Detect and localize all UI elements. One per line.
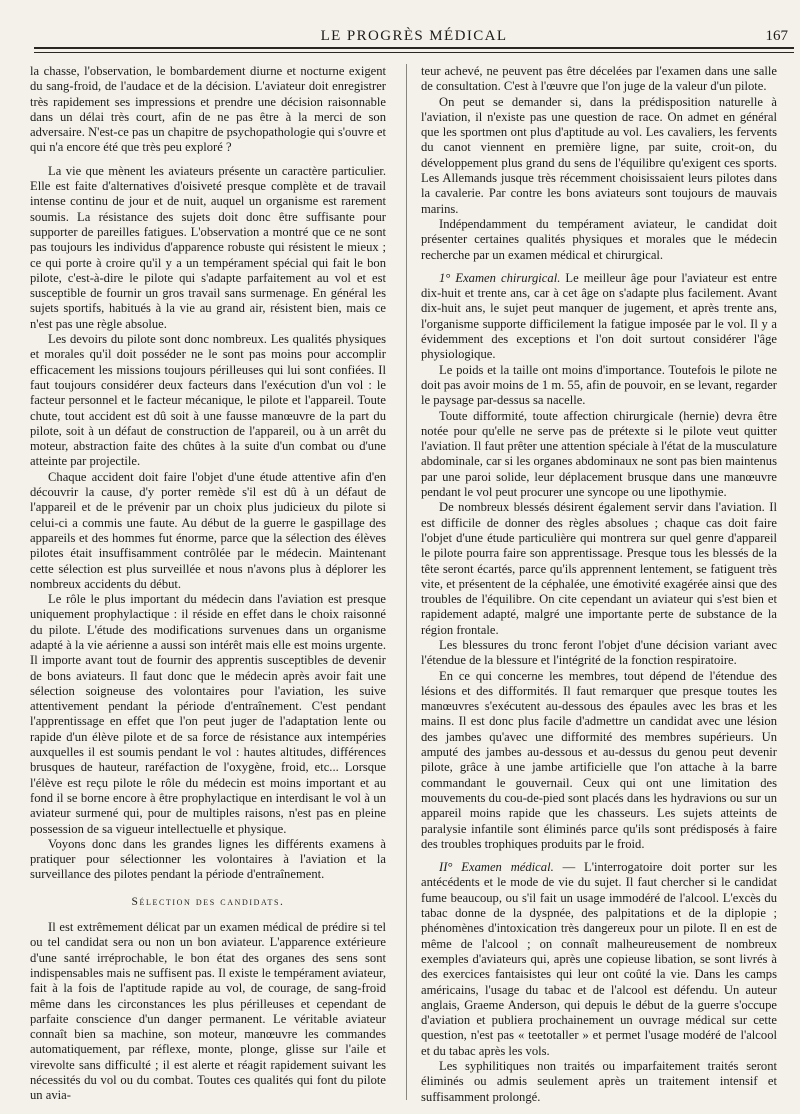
paragraph: Indépendamment du tempérament aviateur, le candidat doit présenter certaines qualités physiques et morales que le médecin recherche par un examen médical et chirurgical. [421, 216, 777, 262]
subsection-lead: 1° Examen chirurgical. [439, 270, 561, 285]
page-number: 167 [765, 28, 788, 44]
column-divider [406, 64, 407, 1100]
paragraph-text: Le meilleur âge pour l'aviateur est entre dix-huit et trente ans, car à cet âge on s'adapte plus facilement. Avant dix-huit ans, le sujet peut manquer de jugement, et après trente ans, l'organisme supporte difficilement la fatigue imposée par le vol. Il y a évidemment des exceptions et l'on doit surtout considérer l'âge physiologique. [421, 270, 777, 362]
paragraph: Les devoirs du pilote sont donc nombreux. Les qualités physiques et morales qu'il doit posséder ne le sont pas moins pour accomplir efficacement les missions toujours périlleuses qui lui sont confiées. Il faut toujours considérer deux facteurs dans l'exécution d'un vol : le facteur personnel et le facteur mécanique, le pilote et l'appareil. Toute chute, tout accident est dû soit à une fausse manœuvre de la part du pilote, soit à un défaut de construction de l'appareil, ou à un arrêt du moteur, abstraction faite des chûtes à la suite d'un combat ou d'une atteinte par projectile. [30, 332, 386, 469]
paragraph: La vie que mènent les aviateurs présente un caractère particulier. Elle est faite d'alternatives d'oisiveté presque complète et de travail intense continu de jour et de nuit, auquel un organisme est rarement soumis. La résistance des sujets doit donc être suffisante pour supporter de pareilles fatigues. L'observation a montré que ce ne sont pas toujours les individus d'apparence robuste qui résistent le mieux ; ce qui porte à croire qu'il y a un tempérament spécial qui fait le bon pilote, c'est-à-dire le pilote qui s'adapte parfaitement au vol et est susceptible de fournir un gros travail sans surmenage. En général les sujets sportifs, habitués à la vie au grand air, résistent bien, mais ce n'est pas une règle absolue. [30, 163, 386, 331]
paragraph: Toute difformité, toute affection chirurgicale (hernie) devra être notée pour qu'elle ne serve pas de prétexte si le pilote veut quitter l'aviation. Il faut prêter une attention spéciale à l'état de la musculature abdominale, car si les organes abdominaux ne sont pas bien maintenus par une paroi solide, leur déplacement brusque dans une manœuvre pendant le vol peut procurer une syncope ou une lipothymie. [421, 408, 777, 500]
paragraph: Le rôle le plus important du médecin dans l'aviation est presque uniquement prophylactique : il réside en effet dans le choix raisonné du pilote. L'étude des modifications survenues dans un organisme adapté à la vie aérienne a aussi son intérêt mais elle est moins urgente. Il importe avant tout de fournir des apprentis susceptibles de devenir de bons aviateurs. Il faut donc que le médecin après avoir fait une sélection soigneuse des volontaires pour l'aviation, les suive attentivement pendant la période d'entraînement. C'est pendant l'apprentissage en effet que l'on peut juger de l'adaptation lente ou rapide d'un élève pilote et de sa force de résistance aux intempéries auxquelles il est soumis pendant le vol : hautes altitudes, différences brusques de hauteur, raréfaction de l'oxygène, froid, etc... Lorsque l'élève est reçu pilote le rôle du médecin est moins important et au fond il se borne encore à être prophylactique en interdisant le vol à un aviateur surmené qui, pour de multiples raisons, n'est pas en pleine possession de sa vigueur intellectuelle et physique. [30, 592, 386, 836]
paragraph: Chaque accident doit faire l'objet d'une étude attentive afin d'en découvrir la cause, d'y porter remède s'il est dû à un défaut de l'appareil et de le prévenir par un choix plus judicieux du pilote si celui-ci a commis une faute. Au début de la guerre le gaspillage des appareils et des hommes fut énorme, parce que la sélection des élèves pilotes était insuffisamment contrôlée par le médecin. Maintenant cette sélection est plus surveillée et nous n'avons plus à déplorer les nombreux accidents du début. [30, 469, 386, 591]
paragraph: Les blessures du tronc feront l'objet d'une décision variant avec l'étendue de la blessure et l'intégrité de la fonction respiratoire. [421, 637, 777, 668]
paragraph: On peut se demander si, dans la prédisposition naturelle à l'aviation, il n'existe pas une question de race. On admet en général que les sportmen ont plus d'aptitude au vol. Les cavaliers, les fervents du canot viennent en première ligne, par suite, croit-on, du développement plus grand du sens de l'équilibre qu'exigent ces sports. Les Allemands jusque très récemment choisissaient leurs pilotes dans la cavalerie. Par contre les bons aviateurs sont toujours de mauvais marins. [421, 94, 777, 216]
paragraph: Le poids et la taille ont moins d'importance. Toutefois le pilote ne doit pas avoir moins de 1 m. 55, afin de pouvoir, en se levant, regarder le paysage par-dessus sa nacelle. [421, 362, 777, 408]
subsection-lead: II° Examen médical. [439, 860, 554, 875]
paragraph: En ce qui concerne les membres, tout dépend de l'étendue des lésions et des difformités. Il faut remarquer que presque toutes les manœuvres s'exécutent au-dessous des épaules avec les bras et les mains. Il est donc plus facile d'admettre un candidat avec une lésion des jambes qu'avec une difformité des membres supérieurs. Un amputé des jambes au-dessous et au-dessus du genou peut devenir pilote, grâce à une jambe artificielle que l'on attache à la barre commandant le gouvernail. Ceux qui ont une limitation des mouvements du cou-de-pied sont placés dans les hydravions ou sur un appareil moins rapide que les chasseurs. Les sujets atteints de paralysie infantile sont éliminés parce qu'ils sont prédisposés à faire des troubles trophiques produits par le froid. [421, 668, 777, 851]
paragraph: teur achevé, ne peuvent pas être décelées par l'examen dans une salle de consultation. C'est à l'œuvre que l'on juge de la valeur d'un pilote. [421, 64, 777, 94]
paragraph [421, 860, 777, 1059]
section-heading: Sélection des candidats. [131, 895, 285, 908]
paragraph: Il est extrêmement délicat par un examen médical de prédire si tel ou tel candidat sera ou non un bon aviateur. L'apparence extérieure d'une santé irréprochable, le bon état des organes des sens sont indispensables mais ne suffisent pas. Il existe le tempérament aviateur, fait à la fois de l'aptitude rapide au vol, de courage, de sang-froid même dans les circonstances les plus périlleuses et cependant de parfaite conscience d'un danger permanent. Le véritable aviateur connaît bien sa machine, son moteur, manœuvre les commandes automatiquement, par réflexe, monte, plonge, glisse sur l'aile et virevolte sans difficulté ; il est alerte et réagit rapidement suivant les nécessités du vol ou du combat. Toutes ces qualités qui font du pilote un avia- [30, 920, 386, 1103]
journal-title: LE PROGRÈS MÉDICAL [320, 28, 508, 44]
header-rule [34, 47, 794, 53]
left-column [30, 64, 386, 1104]
right-column [421, 64, 777, 1104]
paragraph: De nombreux blessés désirent également servir dans l'aviation. Il est difficile de donner des règles absolues ; chaque cas doit faire l'objet d'une étude particulière qui montrera sur quel genre d'appareil le pilote pourra faire son apprentissage. Presque tous les blessés de la tête seront écartés, parce qu'ils apprennent lentement, se fatiguent très vite, et présentent de la céphalée, une émotivité exagérée ainsi que des troubles de l'équilibre. On cite cependant un aviateur qui s'est bien et rapidement adapté, malgré une importante perte de substance de la région frontale. [421, 500, 777, 637]
paragraph-text: — L'interrogatoire doit porter sur les antécédents et le mode de vie du sujet. Il faut chercher si le candidat fume beaucoup, ou s'il fait un usage immodéré de l'alcool. L'excès du tabac donne de la dyspnée, des palpitations et de la diplopie ; phénomènes d'intoxication très dangereux pour un pilote. Il en est de même de l'alcool ; on connaît malheureusement de nombreux exemples d'aviateurs qui, après une copieuse libation, se sont livrés à des exercices fantaisistes qui leur ont coûté la vie. Dans les camps américains, l'usage du tabac et de l'alcool est défendu. Un auteur anglais, Graeme Anderson, qui depuis le début de la guerre s'occupe d'aviation et publiera prochainement un ouvrage médical sur cette question, n'est pas « teetotaller » et permet l'usage modéré de l'alcool et du tabac après les vols. [421, 860, 777, 1058]
paragraph: la chasse, l'observation, le bombardement diurne et nocturne exigent du sang-froid, de l'audace et de la décision. L'aviateur doit enregistrer très rapidement ses impressions et prendre une décision raisonnable dans un délai très court, afin de ne pas être à la merci de son adversaire. N'est-ce pas un chapitre de psychopathologie qui s'ouvre et qui n'a encore été que très peu exploré ? [30, 64, 386, 155]
paragraph: Les syphilitiques non traités ou imparfaitement traités seront éliminés ou admis seulement après un traitement intensif et suffisamment prolongé. [421, 1059, 777, 1104]
paragraph: Voyons donc dans les grandes lignes les différents examens à pratiquer pour sélectionner les volontaires à l'aviation et la surveillance des pilotes pendant la période d'entraînement. [30, 836, 386, 882]
page-header [34, 26, 794, 48]
paragraph [421, 271, 777, 363]
